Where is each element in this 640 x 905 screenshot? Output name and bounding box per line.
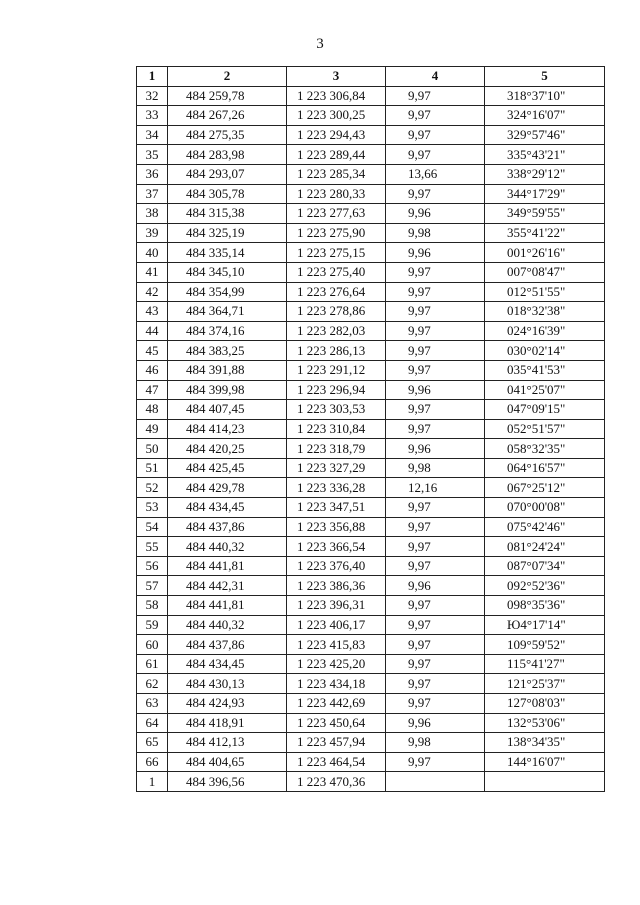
x-coordinate-cell: 484 399,98 [168,380,287,400]
y-coordinate-cell: 1 223 275,90 [287,223,386,243]
y-coordinate-cell: 1 223 336,28 [287,478,386,498]
y-coordinate-cell: 1 223 294,43 [287,125,386,145]
point-number-cell: 32 [137,86,168,106]
point-number-cell: 54 [137,517,168,537]
table-row [137,772,605,792]
point-number-cell: 42 [137,282,168,302]
point-number-cell: 50 [137,439,168,459]
column-header-4: 4 [386,67,485,87]
point-number-cell: 45 [137,341,168,361]
y-coordinate-cell: 1 223 282,03 [287,321,386,341]
point-number-cell: 1 [137,772,168,792]
distance-cell [386,772,485,792]
bearing-cell: 052°51'57" [485,419,605,439]
y-coordinate-cell: 1 223 275,40 [287,262,386,282]
distance-cell: 9,97 [386,694,485,714]
point-number-cell: 38 [137,204,168,224]
table-row [137,164,605,184]
point-number-cell: 48 [137,400,168,420]
table-row [137,282,605,302]
distance-cell: 9,97 [386,184,485,204]
table-row [137,615,605,635]
table-row [137,517,605,537]
bearing-cell: 064°16'57" [485,458,605,478]
distance-cell: 9,97 [386,282,485,302]
point-number-cell: 43 [137,302,168,322]
point-number-cell: 57 [137,576,168,596]
bearing-cell: 344°17'29" [485,184,605,204]
y-coordinate-cell: 1 223 442,69 [287,694,386,714]
point-number-cell: 33 [137,106,168,126]
bearing-cell: 121°25'37" [485,674,605,694]
distance-cell: 9,96 [386,713,485,733]
table-row [137,596,605,616]
point-number-cell: 40 [137,243,168,263]
point-number-cell: 47 [137,380,168,400]
bearing-cell: Ю4°17'14" [485,615,605,635]
point-number-cell: 53 [137,498,168,518]
x-coordinate-cell: 484 437,86 [168,517,287,537]
x-coordinate-cell: 484 354,99 [168,282,287,302]
point-number-cell: 36 [137,164,168,184]
distance-cell: 9,97 [386,596,485,616]
column-header-1: 1 [137,67,168,87]
point-number-cell: 60 [137,635,168,655]
distance-cell: 9,97 [386,262,485,282]
y-coordinate-cell: 1 223 318,79 [287,439,386,459]
distance-cell: 9,97 [386,86,485,106]
y-coordinate-cell: 1 223 303,53 [287,400,386,420]
x-coordinate-cell: 484 325,19 [168,223,287,243]
table-row [137,478,605,498]
distance-cell: 9,97 [386,556,485,576]
x-coordinate-cell: 484 425,45 [168,458,287,478]
x-coordinate-cell: 484 434,45 [168,498,287,518]
bearing-cell: 012°51'55" [485,282,605,302]
bearing-cell: 318°37'10" [485,86,605,106]
table-row [137,576,605,596]
y-coordinate-cell: 1 223 457,94 [287,733,386,753]
x-coordinate-cell: 484 429,78 [168,478,287,498]
table-row [137,556,605,576]
bearing-cell: 338°29'12" [485,164,605,184]
y-coordinate-cell: 1 223 386,36 [287,576,386,596]
point-number-cell: 49 [137,419,168,439]
y-coordinate-cell: 1 223 289,44 [287,145,386,165]
table-row [137,713,605,733]
point-number-cell: 51 [137,458,168,478]
bearing-cell: 098°35'36" [485,596,605,616]
x-coordinate-cell: 484 424,93 [168,694,287,714]
x-coordinate-cell: 484 412,13 [168,733,287,753]
table-row [137,419,605,439]
x-coordinate-cell: 484 267,26 [168,106,287,126]
column-header-5: 5 [485,67,605,87]
bearing-cell: 355°41'22" [485,223,605,243]
x-coordinate-cell: 484 283,98 [168,145,287,165]
x-coordinate-cell: 484 404,65 [168,752,287,772]
bearing-cell: 024°16'39" [485,321,605,341]
bearing-cell: 081°24'24" [485,537,605,557]
y-coordinate-cell: 1 223 425,20 [287,654,386,674]
point-number-cell: 61 [137,654,168,674]
bearing-cell: 109°59'52" [485,635,605,655]
bearing-cell: 058°32'35" [485,439,605,459]
x-coordinate-cell: 484 430,13 [168,674,287,694]
distance-cell: 13,66 [386,164,485,184]
point-number-cell: 58 [137,596,168,616]
table-row [137,752,605,772]
bearing-cell: 035°41'53" [485,360,605,380]
bearing-cell: 127°08'03" [485,694,605,714]
distance-cell: 9,97 [386,752,485,772]
bearing-cell: 138°34'35" [485,733,605,753]
distance-cell: 9,96 [386,576,485,596]
y-coordinate-cell: 1 223 327,29 [287,458,386,478]
distance-cell: 9,96 [386,204,485,224]
table-row [137,635,605,655]
table-row [137,321,605,341]
distance-cell: 9,96 [386,380,485,400]
point-number-cell: 44 [137,321,168,341]
bearing-cell: 007°08'47" [485,262,605,282]
point-number-cell: 39 [137,223,168,243]
y-coordinate-cell: 1 223 306,84 [287,86,386,106]
distance-cell: 9,98 [386,223,485,243]
y-coordinate-cell: 1 223 415,83 [287,635,386,655]
x-coordinate-cell: 484 414,23 [168,419,287,439]
y-coordinate-cell: 1 223 277,63 [287,204,386,224]
x-coordinate-cell: 484 434,45 [168,654,287,674]
point-number-cell: 37 [137,184,168,204]
table-row [137,204,605,224]
bearing-cell: 324°16'07" [485,106,605,126]
table-row [137,537,605,557]
x-coordinate-cell: 484 275,35 [168,125,287,145]
distance-cell: 9,96 [386,439,485,459]
table-row [137,262,605,282]
y-coordinate-cell: 1 223 286,13 [287,341,386,361]
table-body [137,86,605,791]
table-header-row [137,67,605,87]
bearing-cell: 070°00'08" [485,498,605,518]
y-coordinate-cell: 1 223 470,36 [287,772,386,792]
point-number-cell: 64 [137,713,168,733]
y-coordinate-cell: 1 223 276,64 [287,282,386,302]
table-row [137,439,605,459]
point-number-cell: 56 [137,556,168,576]
x-coordinate-cell: 484 442,31 [168,576,287,596]
x-coordinate-cell: 484 440,32 [168,615,287,635]
y-coordinate-cell: 1 223 278,86 [287,302,386,322]
x-coordinate-cell: 484 374,16 [168,321,287,341]
coordinates-table-container [136,66,605,792]
y-coordinate-cell: 1 223 464,54 [287,752,386,772]
bearing-cell: 087°07'34" [485,556,605,576]
distance-cell: 9,97 [386,635,485,655]
x-coordinate-cell: 484 315,38 [168,204,287,224]
y-coordinate-cell: 1 223 376,40 [287,556,386,576]
point-number-cell: 34 [137,125,168,145]
page-number: 3 [316,36,324,52]
bearing-cell: 067°25'12" [485,478,605,498]
point-number-cell: 52 [137,478,168,498]
column-header-2: 2 [168,67,287,87]
x-coordinate-cell: 484 259,78 [168,86,287,106]
distance-cell: 9,96 [386,243,485,263]
y-coordinate-cell: 1 223 291,12 [287,360,386,380]
bearing-cell: 047°09'15" [485,400,605,420]
distance-cell: 9,97 [386,517,485,537]
table-row [137,86,605,106]
distance-cell: 9,97 [386,537,485,557]
y-coordinate-cell: 1 223 300,25 [287,106,386,126]
bearing-cell: 092°52'36" [485,576,605,596]
table-row [137,302,605,322]
bearing-cell [485,772,605,792]
x-coordinate-cell: 484 440,32 [168,537,287,557]
column-header-3: 3 [287,67,386,87]
point-number-cell: 62 [137,674,168,694]
point-number-cell: 66 [137,752,168,772]
bearing-cell: 144°16'07" [485,752,605,772]
distance-cell: 9,97 [386,419,485,439]
x-coordinate-cell: 484 305,78 [168,184,287,204]
distance-cell: 9,97 [386,145,485,165]
x-coordinate-cell: 484 335,14 [168,243,287,263]
bearing-cell: 115°41'27" [485,654,605,674]
distance-cell: 9,97 [386,106,485,126]
distance-cell: 9,97 [386,615,485,635]
bearing-cell: 001°26'16" [485,243,605,263]
y-coordinate-cell: 1 223 366,54 [287,537,386,557]
bearing-cell: 335°43'21" [485,145,605,165]
bearing-cell: 349°59'55" [485,204,605,224]
point-number-cell: 65 [137,733,168,753]
bearing-cell: 075°42'46" [485,517,605,537]
x-coordinate-cell: 484 293,07 [168,164,287,184]
y-coordinate-cell: 1 223 356,88 [287,517,386,537]
y-coordinate-cell: 1 223 434,18 [287,674,386,694]
point-number-cell: 46 [137,360,168,380]
distance-cell: 9,97 [386,321,485,341]
x-coordinate-cell: 484 407,45 [168,400,287,420]
table-row [137,380,605,400]
table-row [137,674,605,694]
bearing-cell: 030°02'14" [485,341,605,361]
x-coordinate-cell: 484 391,88 [168,360,287,380]
point-number-cell: 35 [137,145,168,165]
y-coordinate-cell: 1 223 275,15 [287,243,386,263]
y-coordinate-cell: 1 223 296,94 [287,380,386,400]
y-coordinate-cell: 1 223 285,34 [287,164,386,184]
distance-cell: 9,97 [386,341,485,361]
x-coordinate-cell: 484 441,81 [168,596,287,616]
table-row [137,360,605,380]
y-coordinate-cell: 1 223 406,17 [287,615,386,635]
table-row [137,341,605,361]
point-number-cell: 63 [137,694,168,714]
table-row [137,498,605,518]
table-row [137,400,605,420]
distance-cell: 9,98 [386,458,485,478]
x-coordinate-cell: 484 441,81 [168,556,287,576]
point-number-cell: 41 [137,262,168,282]
table-row [137,243,605,263]
table-row [137,223,605,243]
table-row [137,458,605,478]
x-coordinate-cell: 484 345,10 [168,262,287,282]
coordinates-table [136,66,605,792]
y-coordinate-cell: 1 223 310,84 [287,419,386,439]
x-coordinate-cell: 484 383,25 [168,341,287,361]
distance-cell: 9,98 [386,733,485,753]
distance-cell: 9,97 [386,674,485,694]
table-row [137,184,605,204]
table-row [137,125,605,145]
distance-cell: 9,97 [386,125,485,145]
bearing-cell: 041°25'07" [485,380,605,400]
distance-cell: 9,97 [386,498,485,518]
distance-cell: 12,16 [386,478,485,498]
bearing-cell: 018°32'38" [485,302,605,322]
x-coordinate-cell: 484 418,91 [168,713,287,733]
table-row [137,694,605,714]
x-coordinate-cell: 484 396,56 [168,772,287,792]
bearing-cell: 132°53'06" [485,713,605,733]
table-row [137,733,605,753]
distance-cell: 9,97 [386,360,485,380]
x-coordinate-cell: 484 420,25 [168,439,287,459]
table-row [137,106,605,126]
distance-cell: 9,97 [386,302,485,322]
y-coordinate-cell: 1 223 396,31 [287,596,386,616]
x-coordinate-cell: 484 437,86 [168,635,287,655]
distance-cell: 9,97 [386,400,485,420]
y-coordinate-cell: 1 223 280,33 [287,184,386,204]
distance-cell: 9,97 [386,654,485,674]
x-coordinate-cell: 484 364,71 [168,302,287,322]
table-row [137,145,605,165]
y-coordinate-cell: 1 223 450,64 [287,713,386,733]
table-row [137,654,605,674]
point-number-cell: 59 [137,615,168,635]
y-coordinate-cell: 1 223 347,51 [287,498,386,518]
bearing-cell: 329°57'46" [485,125,605,145]
point-number-cell: 55 [137,537,168,557]
